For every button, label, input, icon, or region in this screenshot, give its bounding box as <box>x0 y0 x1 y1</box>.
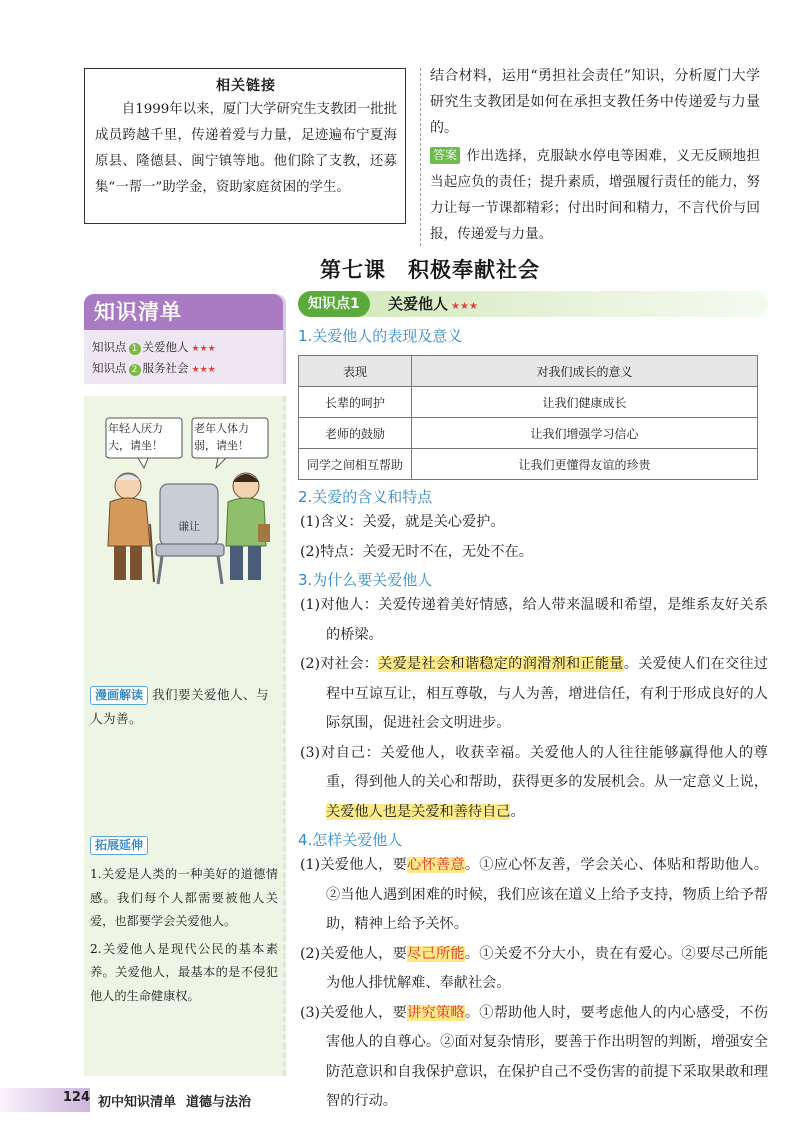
table-row <box>299 387 758 418</box>
related-link-box <box>84 68 406 224</box>
number-badge: 2 <box>129 364 141 376</box>
highlight-text: 讲究策略 <box>407 1004 465 1021</box>
book-title: 初中知识清单 <box>98 1095 177 1110</box>
knowledge-point-label: 关爱他人 <box>388 295 449 313</box>
checklist-title: 知识清单 <box>84 294 283 330</box>
table-cell: 老师的鼓励 <box>299 418 412 449</box>
paragraph <box>298 739 768 828</box>
table-cell: 让我们增强学习信心 <box>412 418 758 449</box>
question-block <box>430 63 760 247</box>
question-text: 结合材料，运用“勇担社会责任”知识，分析厦门大学研究生支教团是如何在承担支教任务中传递爱与力量的。 <box>430 68 760 136</box>
star-rating: ★★★ <box>451 301 478 312</box>
section-why <box>298 569 768 827</box>
checklist-prefix: 知识点 <box>92 340 127 354</box>
section-heading: 3.为什么要关爱他人 <box>298 571 433 589</box>
text-segment: (3)关爱他人，要 <box>300 1004 408 1021</box>
text-segment: (2)对社会： <box>300 656 379 672</box>
section-heading: 2.关爱的含义和特点 <box>298 488 433 506</box>
table-row <box>299 418 758 449</box>
table-header: 表现 <box>299 356 412 387</box>
lesson-number: 第七课 <box>320 258 386 282</box>
paragraph <box>298 650 768 739</box>
knowledge-point-title <box>388 291 478 320</box>
performance-table <box>298 355 758 480</box>
text-segment: (1)关爱他人，要 <box>300 857 408 873</box>
speech-bubble-right: 老年人体力弱，请坐！ <box>194 422 249 452</box>
table-header-row <box>299 356 758 387</box>
page-footer <box>0 1088 800 1112</box>
number-badge: 1 <box>129 343 141 355</box>
section-heading: 4.怎样关爱他人 <box>298 831 403 849</box>
extend-item: 2.关爱他人是现代公民的基本素养。关爱他人，最基本的是不侵犯他人的生命健康权。 <box>90 941 278 1003</box>
extend-item: 1.关爱是人类的一种美好的道德情感。我们每个人都需要被他人关爱，也都要学会关爱他人。 <box>90 867 278 928</box>
subject-title: 道德与法治 <box>186 1095 252 1110</box>
text-segment: 。①关爱不分大小，贵在有爱心。②要尽己所能为他人排忧解难、奉献社会。 <box>326 945 768 991</box>
knowledge-checklist <box>84 294 286 384</box>
section-how <box>298 829 768 1117</box>
sidebar <box>84 294 286 1076</box>
paragraph: (1)对他人：关爱传递着美好情感，给人带来温暖和希望，是维系友好关系的桥梁。 <box>300 597 768 643</box>
column-divider <box>420 68 421 246</box>
text-segment: 。关爱使人们在交往过程中互谅互让，相互尊敬，与人为善，增进信任，有利于形成良好的人际氛围，促进社会文明进步。 <box>326 656 768 731</box>
table-header: 对我们成长的意义 <box>412 356 758 387</box>
answer-label: 答案 <box>430 147 460 164</box>
text-segment: 。①帮助他人时，要考虑他人的内心感受，不伤害他人的自尊心。②面对复杂情形，要善于作出明智的判断，增强安全防范意识和自我保护意识，在保护自己不受伤害的前提下采取果敢和理智的行动。 <box>326 1004 768 1109</box>
answer-block <box>430 143 760 247</box>
table-cell: 长辈的呵护 <box>299 387 412 418</box>
table-cell: 让我们健康成长 <box>412 387 758 418</box>
knowledge-point-bar <box>298 291 768 317</box>
main-content <box>298 291 768 1117</box>
highlight-text: 关爱是社会和谐稳定的润滑剂和正能量 <box>378 656 624 672</box>
paragraph <box>298 851 768 940</box>
paragraph: (1)含义：关爱，就是关心爱护。 <box>300 514 505 530</box>
answer-text: 作出选择，克服缺水停电等困难，义无反顾地担当起应负的责任；提升素质，增强履行责任的能力，努力让每一节课都精彩；付出时间和精力，不言代价与回报，传递爱与力量。 <box>430 148 760 242</box>
paragraph: (2)特点：关爱无时不在，无处不在。 <box>300 543 533 560</box>
section-meaning <box>298 486 768 567</box>
highlight-text: 关爱他人也是关爱和善待自己 <box>326 803 511 820</box>
table-cell: 同学之间相互帮助 <box>299 449 412 480</box>
star-rating: ★★★ <box>191 344 216 354</box>
table-cell: 让我们更懂得友谊的珍贵 <box>412 449 758 480</box>
extension-block <box>90 834 278 1008</box>
lesson-name: 积极奉献社会 <box>408 258 540 282</box>
checklist-label: 服务社会 <box>142 361 189 375</box>
page-number: 124 <box>62 1090 90 1105</box>
paragraph <box>298 940 768 999</box>
related-link-title: 相关链接 <box>216 78 276 94</box>
footer-text <box>98 1091 251 1110</box>
lesson-title <box>300 254 560 284</box>
comic-interpretation <box>90 683 276 731</box>
side-panel <box>84 396 286 1076</box>
text-segment: (2)关爱他人，要 <box>300 945 408 962</box>
seat-sign: 谦让 <box>178 520 200 533</box>
knowledge-point-tag: 知识点1 <box>298 291 370 317</box>
text-segment: 。①应心怀友善，学会关心、体贴和帮助他人。②当他人遇到困难的时候，我们应该在道义上给予支持，物质上给予帮助，精神上给予关怀。 <box>326 857 768 932</box>
comic-tag: 漫画解读 <box>90 686 148 705</box>
star-rating: ★★★ <box>191 365 216 375</box>
checklist-item[interactable] <box>84 359 283 380</box>
checklist-item[interactable] <box>84 338 283 359</box>
speech-bubble-left: 年轻人厌力大，请坐！ <box>108 422 163 452</box>
extend-tag: 拓展延伸 <box>90 836 148 855</box>
checklist-prefix: 知识点 <box>92 361 127 375</box>
highlight-text: 心怀善意 <box>407 857 465 873</box>
comic-illustration <box>88 406 282 588</box>
checklist-label: 关爱他人 <box>142 340 189 354</box>
comic-text: 我们要关爱他人、与人为善。 <box>90 687 270 726</box>
text-segment: 。 <box>510 803 525 820</box>
highlight-text: 尽己所能 <box>407 945 465 962</box>
table-row <box>299 449 758 480</box>
text-segment: (3)对自己：关爱他人，收获幸福。关爱他人的人往往能够赢得他人的尊重，得到他人的关心和帮助，获得更多的发展机会。从一定意义上说， <box>300 744 768 790</box>
related-link-body: 自1999年以来，厦门大学研究生支教团一批批成员跨越千里，传递着爱与力量，足迹遍布宁夏海原县、隆德县、闽宁镇等地。他们除了支教，还募集“一帮一”助学金，资助家庭贫困的学生。 <box>95 102 397 195</box>
section-heading: 1.关爱他人的表现及意义 <box>298 327 463 345</box>
